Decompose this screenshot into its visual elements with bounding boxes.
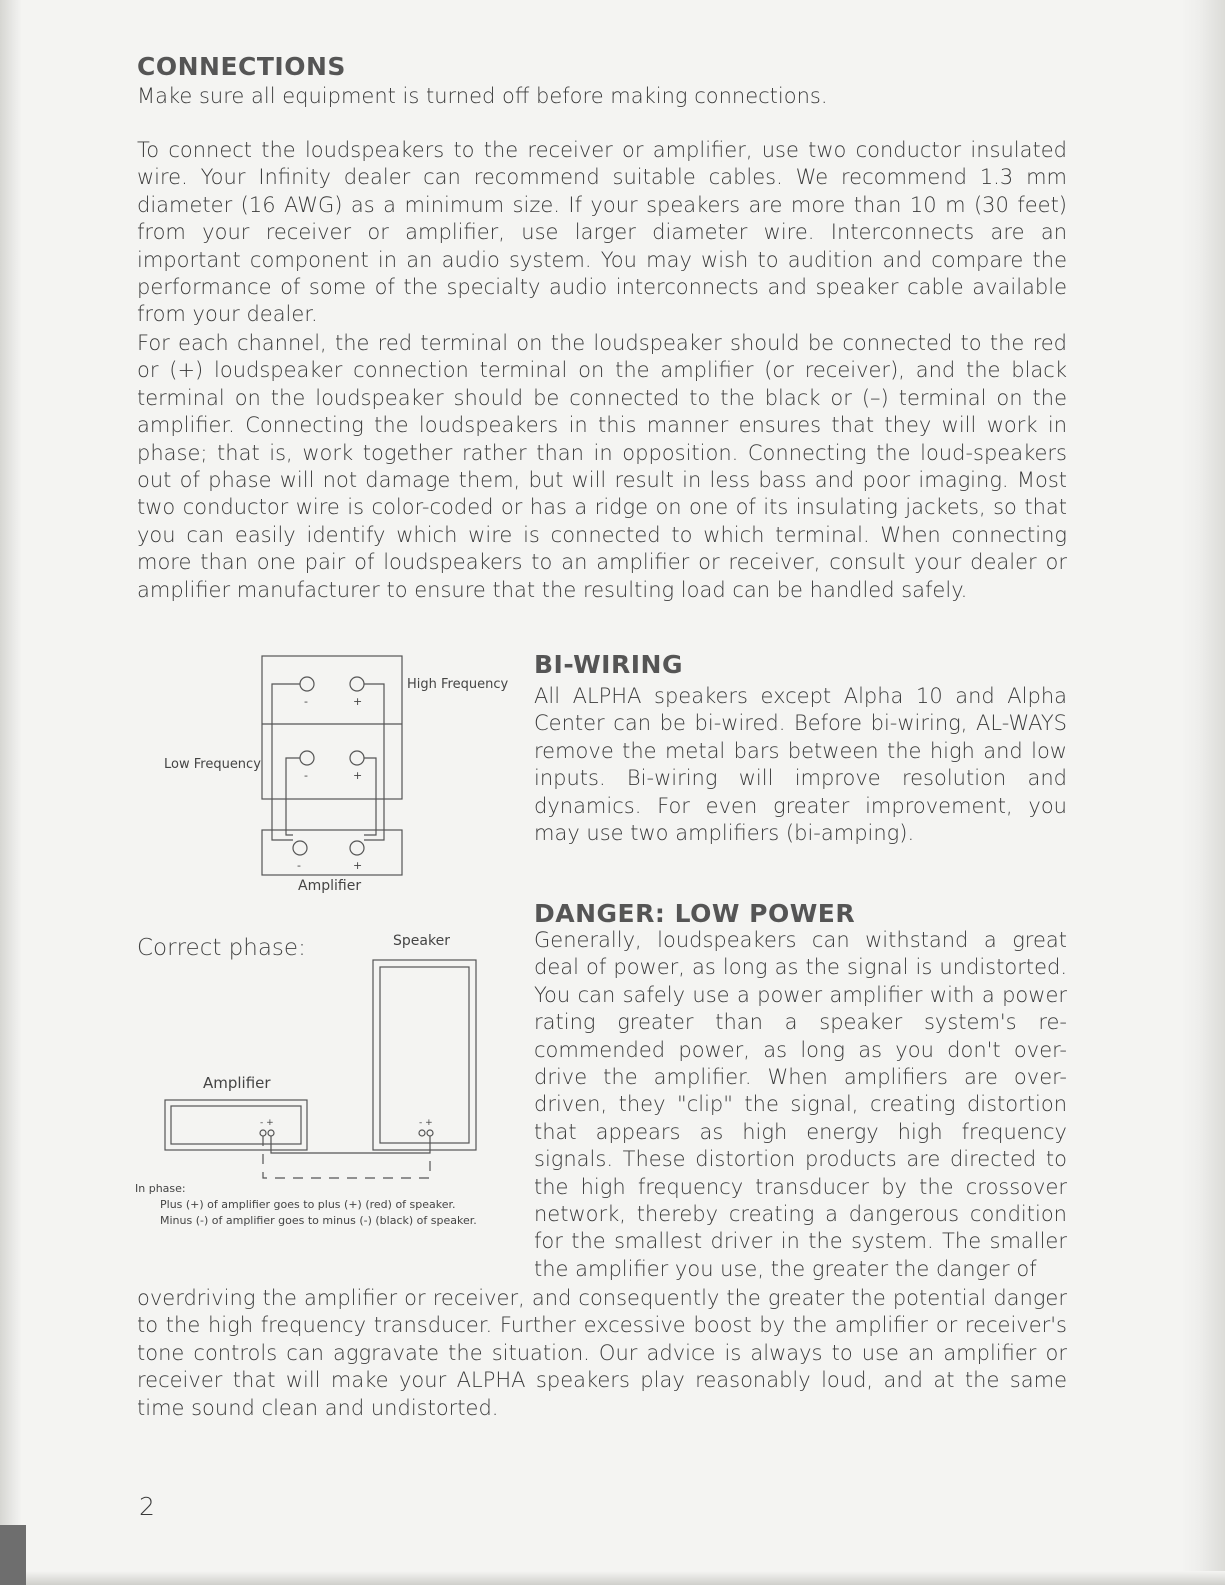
phase-caption-line-1: Plus (+) of amplifier goes to plus (+) (red) of speaker. <box>160 1198 456 1211</box>
biwire-plus-high: + <box>353 695 363 708</box>
connections-paragraph-2: For each channel, the red terminal on the loudspeaker should be connected to the red or (+) loudspeaker connection terminal on the amplifier (or receiver), and the black terminal on the loudspeaker should be connected to the black or (–) terminal on the amplifier. Connecting the loudspeakers in this manner ensures that they will work in phase; that is, work together rather than in opposition. Connecting the loud-speakers out of phase will not damage them, but will result in less bass and poor imaging. Most two conductor wire is color-coded or has a ridge on one of its insulating jackets, so that you can easily identify which wire is connected to which terminal. When connecting more than one pair of loudspeakers to an amplifier or receiver, consult your dealer or amplifier manufacturer to ensure that the resulting load can be handled safely. <box>137 331 1067 602</box>
connections-paragraph-1: To connect the loudspeakers to the receiver or amplifier, use two conductor insulated wire. Your Infinity dealer can recommend suitable cables. We recommend 1.3 mm diameter (16 AWG) as a minimum size. If your speakers are more than 10 m (30 feet) from your receiver or amplifier, use larger diameter wire. Interconnects are an important component in an audio system. You may wish to audition and compare the performance of some of the specialty audio interconnects and speaker cable available from your dealer. <box>137 138 1067 327</box>
phase-amplifier-label: Amplifier <box>203 1074 271 1092</box>
biwire-plus-low: + <box>353 769 363 782</box>
biwire-minus-amp: - <box>297 859 301 872</box>
danger-heading: DANGER: LOW POWER <box>534 899 856 928</box>
phase-caption-title: In phase: <box>135 1182 186 1195</box>
amp-plus-terminal <box>350 841 364 855</box>
minus-wire <box>263 1136 430 1178</box>
connections-heading: CONNECTIONS <box>137 52 346 81</box>
low-frequency-label: Low Frequency <box>164 757 261 772</box>
binding-corner <box>0 1525 26 1585</box>
biwiring-diagram <box>150 650 520 900</box>
speaker-terminal-panel <box>262 656 402 799</box>
biwire-minus-high: - <box>304 695 308 708</box>
high-plus-terminal <box>350 677 364 691</box>
amplifier-box-outer <box>165 1100 307 1150</box>
biwire-amplifier-label: Amplifier <box>298 878 362 894</box>
page-edge-bottom <box>0 1571 1225 1585</box>
low-minus-terminal <box>300 751 314 765</box>
amplifier-box-inner <box>171 1106 301 1144</box>
page-number: 2 <box>139 1492 155 1521</box>
page-edge-left <box>0 0 22 1585</box>
low-plus-terminal <box>350 751 364 765</box>
connections-intro: Make sure all equipment is turned off before making connections. <box>137 84 828 108</box>
phase-diagram <box>135 925 520 1235</box>
danger-continuation: overdriving the amplifier or receiver, and consequently the greater the potential danger to the high frequency transducer. Further excessive boost by the amplifier or receiver's tone controls can aggravate the situation. Our advice is always to use an amplifier or receiver that will make your ALPHA speakers play reasonably loud, and at the same time sound clean and undistorted. <box>137 1286 1067 1420</box>
page-edge-right <box>1181 0 1225 1585</box>
high-frequency-label: High Frequency <box>407 677 509 692</box>
correct-phase-title: Correct phase: <box>137 935 306 961</box>
biwire-minus-low: - <box>304 769 308 782</box>
speaker-box-inner <box>380 967 469 1143</box>
biwiring-heading: BI-WIRING <box>534 650 683 679</box>
phase-speaker-label: Speaker <box>393 933 450 949</box>
biwiring-text: All ALPHA speakers except Alpha 10 and Alpha Center can be bi-wired. Before bi-wiring, AL-WAYS remove the metal bars between the high and low inputs. Bi-wiring will improve resolution and dynamics. For even greater improvement, you may use two amplifiers (bi-amping). <box>534 684 1067 846</box>
amp-terminal-signs: - + <box>260 1118 274 1128</box>
speaker-terminal-signs: - + <box>419 1118 433 1128</box>
high-minus-terminal <box>300 677 314 691</box>
phase-caption-line-2: Minus (-) of amplifier goes to minus (-) (black) of speaker. <box>160 1214 477 1227</box>
biwire-plus-amp: + <box>353 859 363 872</box>
amplifier-terminal-panel <box>262 830 402 875</box>
amp-minus-terminal <box>293 841 307 855</box>
danger-text: Generally, loudspeakers can withstand a great deal of power, as long as the signal is undistorted. You can safely use a power amplifier with a power rating greater than a speaker system's re-commended power, as long as you don't over-drive the amplifier. When amplifiers are over-driven, they "clip" the signal, creating distortion that appears as high energy high frequency signals. These distortion products are directed to the high frequency transducer by the crossover network, thereby creating a dangerous condition for the smallest driver in the system. The smaller the amplifier you use, the greater the danger of <box>534 928 1067 1281</box>
